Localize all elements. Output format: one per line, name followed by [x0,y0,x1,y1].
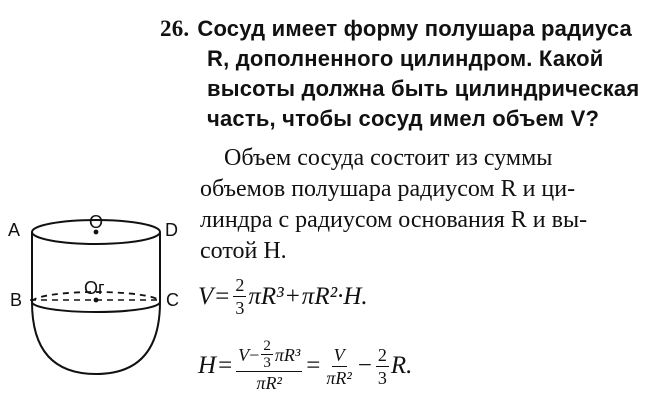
vessel-figure [0,206,200,386]
label-b: B [10,290,23,310]
formula2-fraction2 [324,344,353,389]
problem-text-3: высоты должна быть цилиндрическая [207,76,640,101]
formula2-big-num-v: V [238,344,250,365]
solution-line-3: линдра с радиусом основания R и вы- [200,207,588,233]
formula1-term1: πR³ [248,282,284,310]
formula2-frac3-num: 2 [377,344,387,365]
problem-statement [160,14,640,134]
formula2-frac2-den: πR² [326,367,352,388]
formula1-fraction [233,274,246,319]
formula2-inner-frac-den: 3 [263,355,271,371]
formula2-big-denominator: πR² [256,373,282,393]
solution-line-4: сотой H. [200,238,287,264]
formula1-frac-num: 2 [235,275,245,295]
height-formula [198,338,412,394]
formula2-frac3-den: 3 [377,367,387,388]
formula2-eq2: = [306,352,321,379]
label-a: A [8,220,21,240]
problem-text-2: R, дополненного цилиндром. Какой [207,46,604,71]
formula2-eq1: = [218,352,233,379]
formula2-big-fraction [236,338,302,394]
formula2-big-numerator [236,338,302,372]
problem-text-1: Сосуд имеет форму полушара радиуса [197,16,632,41]
problem-number: 26. [160,16,190,41]
formula1-term2: πR²·H. [301,282,368,310]
problem-text-4: часть, чтобы сосуд имел объем V? [207,106,600,131]
formula2-fraction3 [376,344,389,389]
point-o1 [94,298,99,303]
formula1-eq: = [215,282,230,310]
solution-line-1: Объем сосуда состоит из суммы [224,145,553,171]
formula2-big-num-minus: − [249,344,260,365]
formula2-tail: R. [390,352,413,379]
middle-ellipse-front [32,302,160,312]
formula1-plus: + [285,282,300,310]
label-c: C [166,290,179,310]
solution-line-2: объемов полушара радиусом R и ци- [200,176,576,202]
solution-text [200,143,650,267]
formula2-minus: − [357,352,372,379]
problem-line-1 [160,14,640,44]
label-o1: Oг [84,278,105,298]
label-o: O [89,212,104,232]
formula2-inner-fraction [261,338,273,371]
formula2-frac2-num: V [333,344,345,365]
volume-formula [198,274,368,319]
formula2-inner-frac-num: 2 [263,338,271,354]
formula1-lhs: V [198,282,214,310]
formula2-lhs: H [198,352,217,379]
formula1-frac-den: 3 [235,298,245,318]
label-d: D [165,220,178,240]
formula2-big-num-term: πR³ [274,344,301,365]
